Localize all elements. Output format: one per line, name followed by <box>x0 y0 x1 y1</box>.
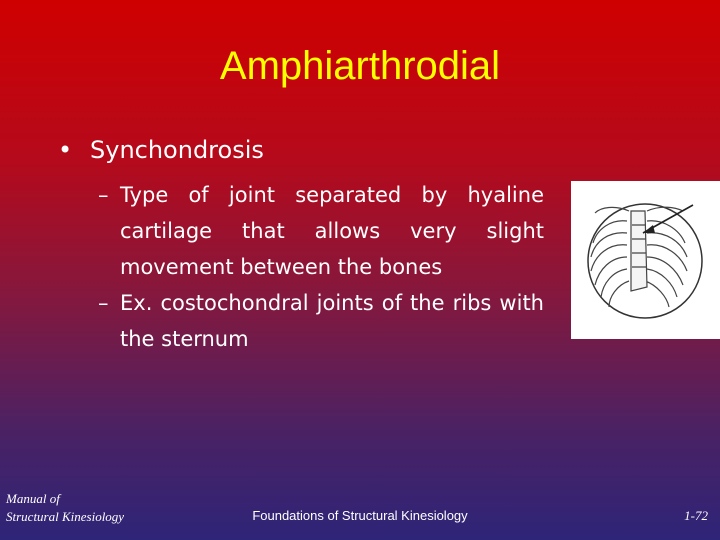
bullet-text: Synchondrosis <box>90 136 264 164</box>
rib-cage-illustration-icon <box>571 181 720 339</box>
slide-title: Amphiarthrodial <box>219 44 501 88</box>
sub-item-marker: – <box>98 183 109 207</box>
sub-item-marker: – <box>98 291 109 315</box>
sub-item-text: Ex. costochondral joints of the ribs with the sternum <box>120 291 544 351</box>
footer-center-text: Foundations of Structural Kinesiology <box>252 508 468 523</box>
bullet-synchondrosis <box>58 136 264 164</box>
footer-book-title-line1: Manual of <box>6 491 60 506</box>
sub-item-text: Type of joint separated by hyaline cartilage that allows very slight movement between the bones <box>120 183 544 279</box>
footer-book-title-line2: Structural Kinesiology <box>6 509 125 524</box>
footer-book-title <box>6 490 124 526</box>
page-number: 1-72 <box>684 508 708 523</box>
rib-cage-figure <box>571 181 720 339</box>
sub-item-example <box>98 285 544 357</box>
bullet-marker: • <box>58 136 73 164</box>
sub-item-definition <box>98 177 544 285</box>
